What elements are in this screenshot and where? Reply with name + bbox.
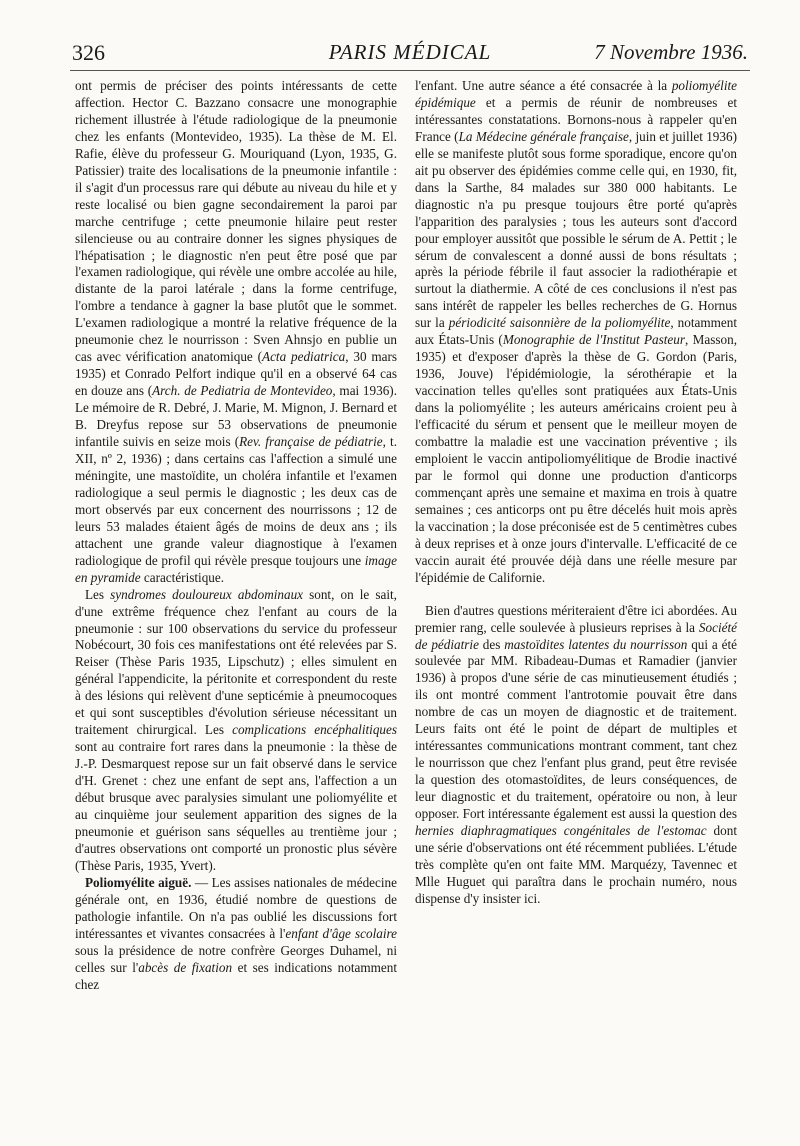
- journal-title: PARIS MÉDICAL: [328, 40, 492, 64]
- issue-date: 7 Novembre 1936.: [594, 40, 748, 64]
- paragraph-other-questions: Bien d'autres questions mériteraient d'être ici abordées. Au premier rang, celle soulevée à plusieurs reprises à la Société de pédiatrie des mastoïdites latentes du nourrisson qui a été soulevée par MM. Ribadeau-Dumas et Ramadier (janvier 1936) à propos d'une série de cas minutieusement étudiés ; ils ont montré comment l'antrotomie pouvait être dans nombre de cas un moyen de diagnostic et de traitement. Leurs faits ont été le point de départ de multiples et intéressantes communications montrant comment, tant chez le nourrisson que chez l'enfant plus grand, peut être revisée la question des otomastoïdites, de leurs conséquences, de leur diagnostic et du traitement, opératoire ou non, à leur opposer. Fort intéressante également est aussi la question des hernies diaphragmatiques congénitales de l'estomac dont une série d'observations ont été récemment publiées. L'étude très complète qu'en ont faite MM. Marquézy, Tavennec et Mlle Huguet qui paraîtra dans le prochain numéro, nous dispense d'y insister ici.: [415, 602, 738, 906]
- paragraph-abdominal-syndromes: Les syndromes douloureux abdominaux sont, on le sait, d'une extrême fréquence chez l'enfant au cours de la pneumonie : sur 100 observations du service du professeur Nobécourt, 30 fois ces manifestations ont été relevées par S. Reiser (Thèse Paris 1935, Lipschutz) ; elles simulent en général l'appendicite, la péritonite et correspondent du reste à des lésions qui relèvent d'une septicémie à pneumocoques et qui sont susceptibles d'évolution sérieuse nécessitant un traitement chirurgical. Les complications encéphalitiques sont au contraire fort rares dans la pneumonie : la thèse de J.-P. Desmarquest repose sur un fait observé dans le service d'H. Grenet : chez une enfant de sept ans, l'affection a un début brusque avec paralysies simulant une poliomyélite et au cinquième jour seulement apparition des signes de la pneumonie et guérison sans séquelles au trentième jour ; d'autres observations ont comporté un pronostic plus sévère (Thèse Paris, 1935, Yvert).: [75, 586, 397, 873]
- right-column: [415, 78, 737, 908]
- paragraph-pneumonia: ont permis de préciser des points intéressants de cette affection. Hector C. Bazzano consacre une monographie richement illustrée à l'étude radiologique de la pneumonie chez les enfants (Montevideo, 1935). La thèse de M. El. Rafie, élève du professeur G. Mouriquand (Lyon, 1935, G. Patissier) traite des localisations de la pneumonie infantile : il s'agit d'un processus rare qui débute au niveau du hile et y reste localisé ou bien gagne secondairement la paroi par marche centrifuge ; cette pneumonie hilaire peut rester silencieuse ou au contraire donner les signes physiques de l'hépatisation ; le diagnostic n'en peut être posé que par l'examen radiologique, qui révèle une ombre accolée au hile, distante de la paroi latérale ; dans la forme centrifuge, l'ombre a tendance à gagner la base plutôt que le sommet. L'examen radiologique a montré la relative fréquence de la pneumonie chez le nourrisson : Sven Ahnsjo en publie un cas avec vérification anatomique (Acta pediatrica, 30 mars 1935) et Conrado Pelfort indique qu'il en a observé 64 cas en douze ans (Arch. de Pediatria de Montevideo, mai 1936). Le mémoire de R. Debré, J. Marie, M. Mignon, J. Bernard et B. Dreyfus repose sur 53 observations de pneumonie infantile suivis en seize mois (Rev. française de pédiatrie, t. XII, nº 2, 1936) ; dans certains cas l'affection a simulé une méningite, une mastoïdite, un choléra infantile et l'examen radiologique a seul permis le diagnostic ; les deux cas de mort observés par eux concernent des nourrissons ; 12 de leurs 53 malades étaient âgés de moins de deux ans ; ils attachent une grande valeur diagnostique à l'examen radiologique de profil qui révèle presque toujours une image en pyramide caractéristique.: [75, 78, 398, 585]
- left-column: [75, 78, 397, 993]
- paragraph-epidemic-poliomyelitis: l'enfant. Une autre séance a été consacrée à la poliomyélite épidémique et a permis de réunir de nombreuses et intéressantes constatations. Bornons-nous à rappeler qu'en France (La Médecine générale française, juin et juillet 1936) elle se manifeste plutôt sous forme sporadique, encore qu'on ait pu observer des épidémies comme celle qui, en 1930, fit, dans la Sarthe, 84 malades sur 380 000 habitants. Le diagnostic n'a pu presque toujours être porté qu'après l'apparition des paralysies ; tous les auteurs sont d'accord pour employer aussitôt que possible le sérum de A. Pettit ; le sérum de convalescent a donné aussi de bons résultats ; après la période fébrile il faut associer la radiothérapie et surtout la diathermie. A côté de ces conclusions il n'est pas sans intérêt de rappeler les belles recherches de G. Hornus sur la périodicité saisonnière de la poliomyélite, notamment aux États-Unis (Monographie de l'Institut Pasteur, Masson, 1935) et d'exposer d'après la thèse de G. Gordon (Paris, 1936, Jouve) l'épidémiologie, la sérothérapie et la vaccination telles qu'elles sont pratiquées aux États-Unis dans la poliomyélite ; les auteurs américains croient peu à l'efficacité du sérum et pensent que le meilleur moyen de combattre la maladie est une vaccination préventive ; ils emploient le vaccin antipoliomyélitique de Brodie inactivé par le formol qui donne une production d'anticorps commençant après une semaine et maxima en trois à quatre semaines ; ces anticorps ont pu être décelés huit mois après la vaccination ; la dose préconisée est de 5 centimètres cubes à deux reprises et à onze jours d'intervalle. L'efficacité de ce vaccin aurait été prouvée déjà dans une réelle mesure par l'épidémie de Californie.: [415, 78, 737, 585]
- paragraph-poliomyelitis: Poliomyélite aiguë. — Les assises nationales de médecine générale ont, en 1936, étudié nombre de questions de pathologie infantile. On n'a pas oublié les discussions fort intéressantes et vivantes consacrées à l'enfant d'âge scolaire sous la présidence de notre confrère Georges Duhamel, ni celles sur l'abcès de fixation et ses indications notamment chez: [75, 874, 397, 992]
- page-header: [70, 36, 750, 71]
- page-number: 326: [72, 40, 105, 65]
